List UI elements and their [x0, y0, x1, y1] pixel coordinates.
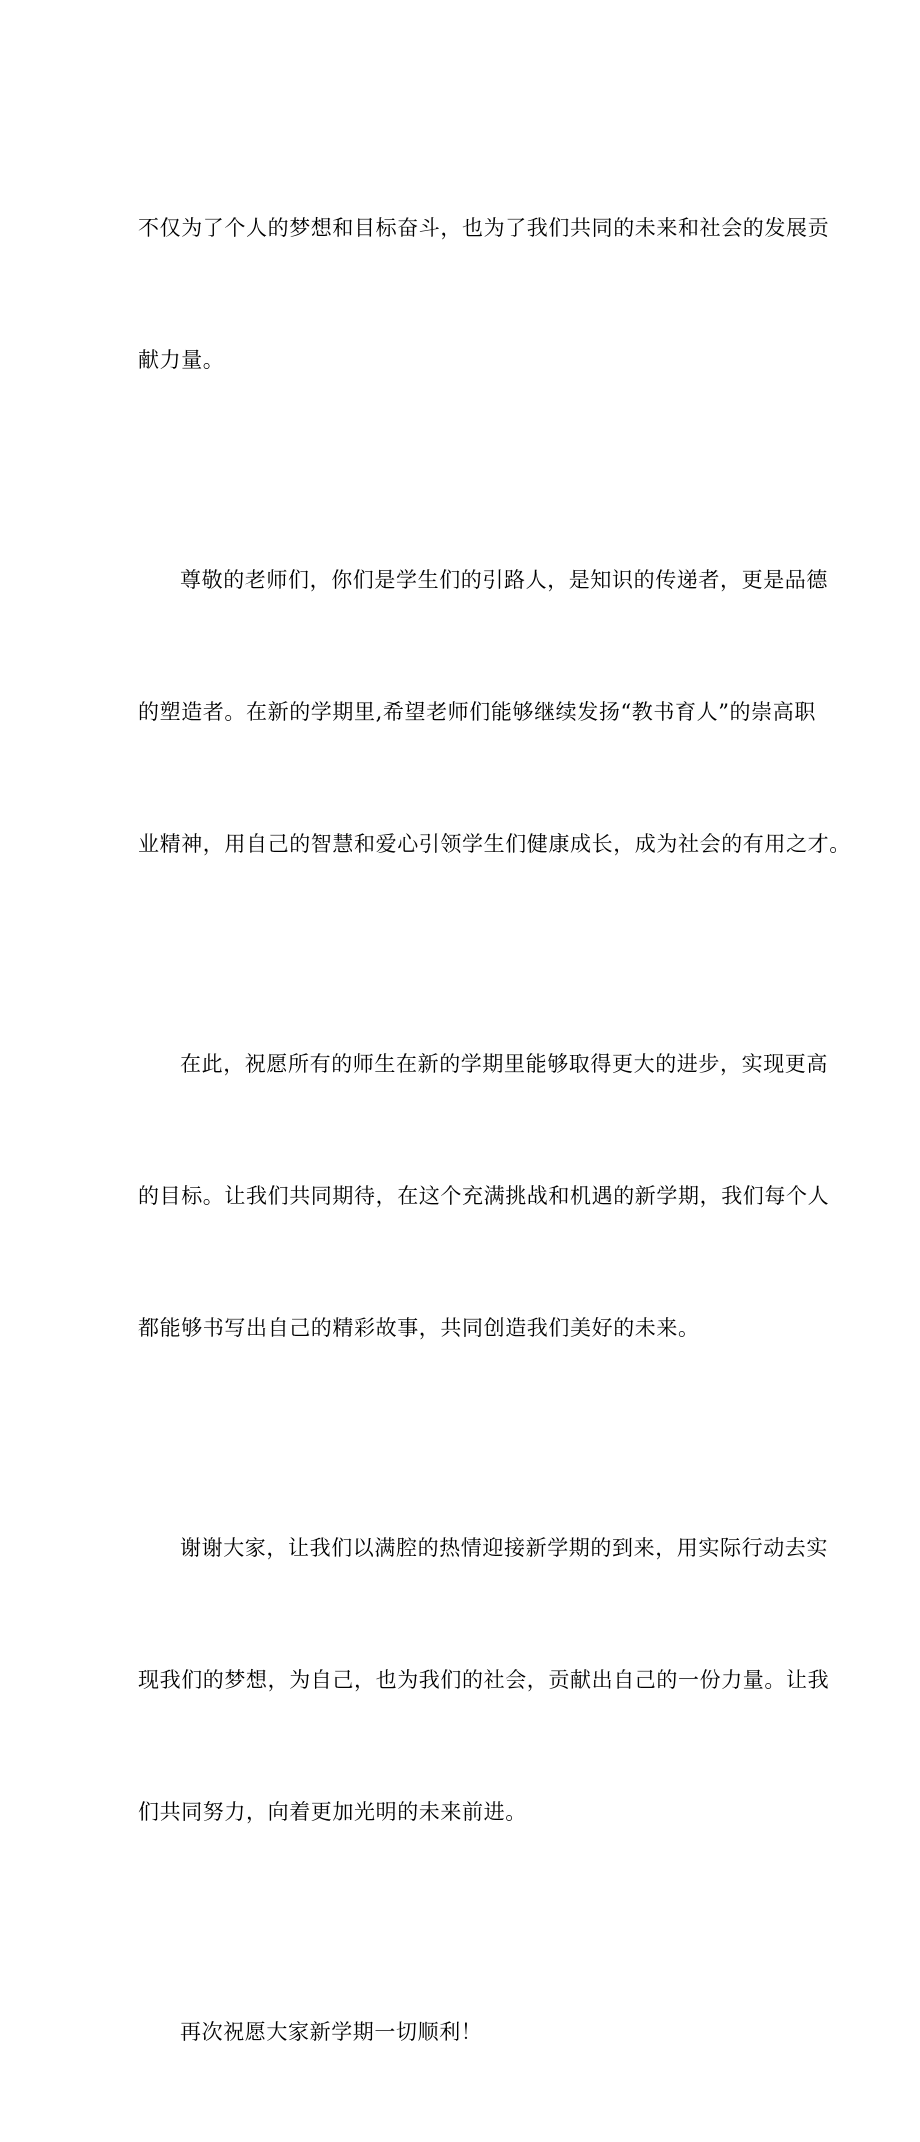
paragraph-line: 谢谢大家，让我们以满腔的热情迎接新学期的到来，用实际行动去实	[180, 1536, 828, 1560]
paragraph-line: 现我们的梦想，为自己，也为我们的社会，贡献出自己的一份力量。让我	[138, 1668, 830, 1692]
paragraph-line: 在此，祝愿所有的师生在新的学期里能够取得更大的进步，实现更高	[180, 1052, 828, 1076]
paragraph-line: 再次祝愿大家新学期一切顺利！	[180, 2020, 483, 2044]
paragraph-2	[138, 470, 851, 954]
paragraph-line: 的目标。让我们共同期待，在这个充满挑战和机遇的新学期，我们每个人	[138, 1184, 830, 1208]
paragraph-line: 们共同努力，向着更加光明的未来前进。	[138, 1800, 527, 1824]
paragraph-5	[138, 1922, 798, 2142]
paragraph-line: 都能够书写出自己的精彩故事，共同创造我们美好的未来。	[138, 1316, 700, 1340]
paragraph-line: 献力量。	[138, 348, 225, 372]
paragraph-4	[138, 1438, 830, 1922]
paragraph-line: 不仅为了个人的梦想和目标奋斗，也为了我们共同的未来和社会的发展贡	[138, 216, 830, 240]
paragraph-3	[138, 954, 830, 1438]
document-body	[138, 118, 851, 2142]
paragraph-line: 尊敬的老师们，你们是学生们的引路人，是知识的传递者，更是品德	[180, 568, 828, 592]
paragraph-line: 的塑造者。在新的学期里,希望老师们能够继续发扬“教书育人”的崇高职	[138, 700, 816, 724]
paragraph-line: 业精神，用自己的智慧和爱心引领学生们健康成长，成为社会的有用之才。	[138, 832, 851, 856]
paragraph-1	[138, 118, 830, 470]
